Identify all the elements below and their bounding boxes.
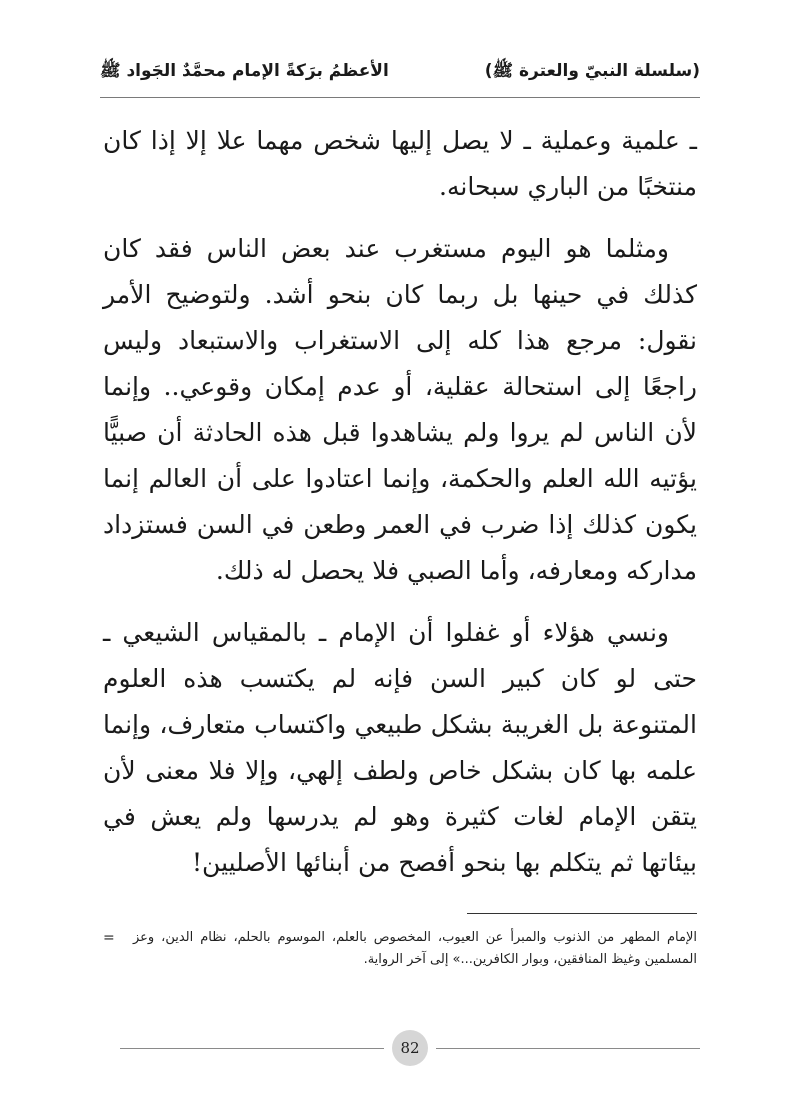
paragraph-2: ومثلما هو اليوم مستغرب عند بعض الناس فقد كان كذلك في حينها بل ربما كان بنحو أشد. ولتوضيح الأمر نقول: مرجع هذا كله إلى الاستغراب والاستبعاد وليس راجعًا إلى استحالة عقلية، أو عدم إمكان وقوعي.. وإنما لأن الناس لم يروا ولم يشاهدوا قبل هذه الحادثة أن صبيًّا يؤتيه الله العلم والحكمة، وإنما اعتادوا على أن العالم إنما يكون كذلك إذا ضرب في العمر وطعن في السن فستزداد مداركه ومعارفه، وأما الصبي فلا يحصل له ذلك. — [103, 234, 697, 585]
page-number-badge — [392, 1030, 428, 1066]
footer-line-right — [436, 1048, 700, 1049]
running-header — [100, 52, 700, 92]
footnote — [103, 927, 697, 971]
footer-line-left — [120, 1048, 384, 1049]
paragraph-1: ـ علمية وعملية ـ لا يصل إليها شخص مهما علا إلا إذا كان منتخبًا من الباري سبحانه. — [103, 126, 697, 201]
footnote-divider — [467, 913, 697, 914]
page-footer — [120, 1028, 700, 1068]
main-text — [103, 118, 697, 902]
header-divider — [100, 97, 700, 98]
book-title: الأعظمُ برَكةً الإمام محمَّدٌ الجَواد ﷺ — [100, 60, 389, 81]
page-number: 82 — [400, 1039, 420, 1057]
footnote-text: الإمام المطهر من الذنوب والمبرأ عن العيوب، المخصوص بالعلم، الموسوم بالحلم، نظام الدين، وعز المسلمين وغيظ المنافقين، وبوار الكافرين...» إلى آخر الرواية. — [133, 930, 697, 967]
footnote-continuation-marker: = — [103, 930, 115, 946]
series-title: (سلسلة النبيّ والعترة ﷺ) — [484, 60, 700, 81]
paragraph-3: ونسي هؤلاء أو غفلوا أن الإمام ـ بالمقياس الشيعي ـ حتى لو كان كبير السن فإنه لم يكتسب هذه العلوم المتنوعة بل الغريبة بشكل طبيعي واكتساب متعارف، وإنما علمه بها كان بشكل خاص ولطف إلهي، وإلا فلا معنى لأن يتقن الإمام لغات كثيرة وهو لم يدرسها ولم يعش في بيئاتها ثم يتكلم بها بنحو أفصح من أبنائها الأصليين! — [103, 618, 697, 877]
